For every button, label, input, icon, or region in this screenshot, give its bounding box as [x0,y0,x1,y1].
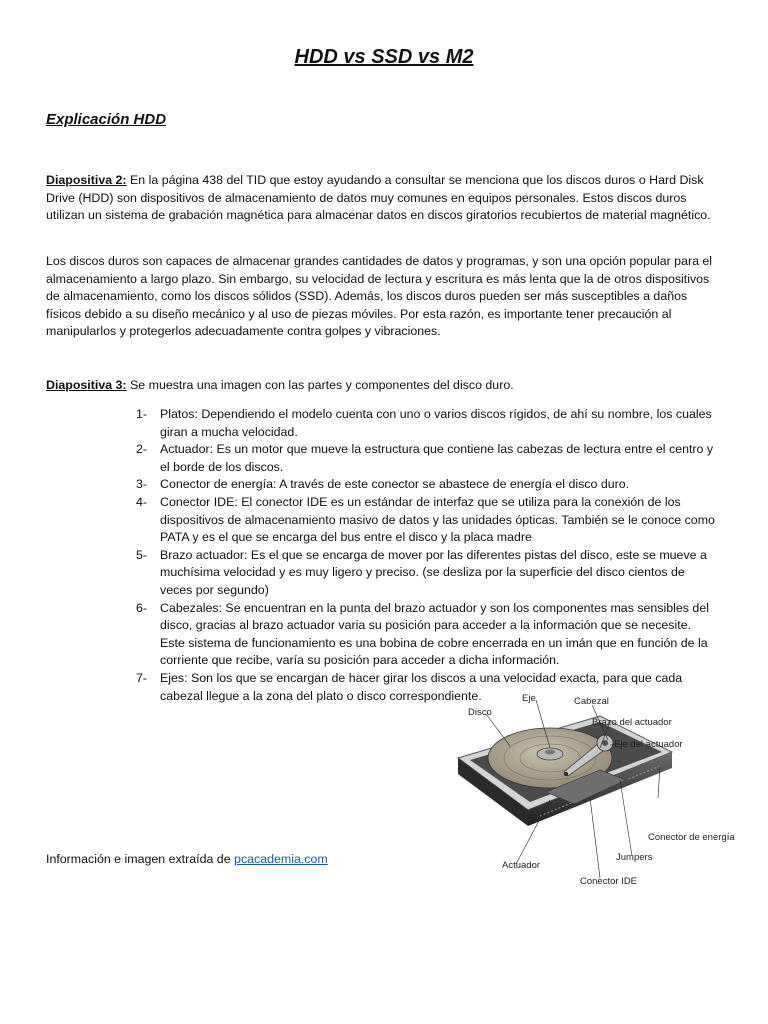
list-item-text: Conector de energía: A través de este conector se abastece de energía el disco duro. [160,477,630,492]
label-eje-actuador: Eje del actuador [614,739,683,750]
label-eje: Eje [522,693,536,704]
list-item-number: 5- [136,547,148,562]
list-item [136,494,716,547]
list-item-text: Platos: Dependiendo el modelo cuenta con uno o varios discos rígidos, de ahí su nombre, los cuales giran a mucha velocidad. [160,407,712,439]
list-item-number: 3- [136,477,148,492]
list-item-text: Ejes: Son los que se encargan de hacer girar los discos a una velocidad exacta, para que cada cabezal llegue a la zona del plato o disco correspondiente. [160,670,683,703]
label-cabezal: Cabezal [574,696,609,707]
label-conector-energia: Conector de energía [648,832,735,843]
label-brazo-actuador: Brazo del actuador [592,717,672,728]
list-item [136,476,716,494]
spindle [537,748,563,760]
hdd-paragraph: Los discos duros son capaces de almacenar grandes cantidades de datos y programas, y son una opción popular para el almacenamiento a largo plazo. Sin embargo, su velocidad de lectura y escritura es más lenta que la de otros dispositivos de almacenamiento, como los discos sólidos (SSD). Además, los discos duros pueden ser más susceptibles a daños físicos debido a su diseño mecánico y al uso de piezas móviles. Por esta razón, es importante tener precaución al manipularlos y protegerlos adecuadamente contra golpes y vibraciones. [46,254,713,339]
list-item [136,441,716,476]
list-item [136,600,716,670]
components-list [136,406,716,705]
slide2-label: Diapositiva 2: [46,173,127,187]
document-title: HDD vs SSD vs M2 [294,46,474,68]
list-item-number: 1- [136,407,148,421]
list-item-number: 6- [136,600,148,615]
source-link[interactable]: pcacademia.com [234,852,328,866]
slide3-label: Diapositiva 3: [46,378,127,392]
label-jumpers: Jumpers [616,852,653,863]
slide3-paragraph [46,377,722,395]
list-item-number: 7- [136,670,148,685]
slide2-paragraph [46,172,722,225]
source-note [46,852,328,866]
list-item [136,547,716,600]
label-disco: Disco [468,707,492,718]
list-item-text: Actuador: Es un motor que mueve la estructura que contiene las cabezas de lectura entre el centro y el borde de los discos. [160,442,714,474]
slide2-text: En la página 438 del TID que estoy ayudando a consultar se menciona que los discos duros o Hard Disk Drive (HDD) son dispositivos de almacenamiento de datos muy comunes en equipos personales. Estos discos duros utilizan un sistema de grabación magnética para almacenar datos en discos giratorios recubiertos de material magnético. [46,173,711,223]
list-item-text: Conector IDE: El conector IDE es un estándar de interfaz que se utiliza para la conexión de los dispositivos de almacenamiento masivo de datos y las unidades ópticas. También se le conoce como PATA y es el que se encarga del bus entre el disco y la placa madre [160,494,715,545]
list-item-text: Brazo actuador: Es el que se encarga de mover por las diferentes pistas del disco, este se mueve a muchísima velocidad y es muy ligero y preciso. (se desliza por la superficie del disco cientos de veces por segundo) [160,547,707,597]
list-item-number: 4- [136,494,148,509]
list-item [136,406,716,441]
label-conector-ide: Conector IDE [580,876,638,887]
section-heading: Explicación HDD [46,111,167,128]
source-text: Información e imagen extraída de [46,852,235,866]
label-actuador: Actuador [502,860,541,871]
slide3-text: Se muestra una imagen con las partes y componentes del disco duro. [126,378,514,392]
list-item-number: 2- [136,442,148,457]
list-item-text: Cabezales: Se encuentran en la punta del brazo actuador y son los componentes mas sensibles del disco, gracias al brazo actuador varia su posición para acceder a la información que se necesite. Este sistema de funcionamiento es una bobina de cobre encerrada en un imán que en función de la corriente que recibe, varía su posición para acceder a dicha información. [160,600,709,668]
hdd-diagram [450,688,750,898]
